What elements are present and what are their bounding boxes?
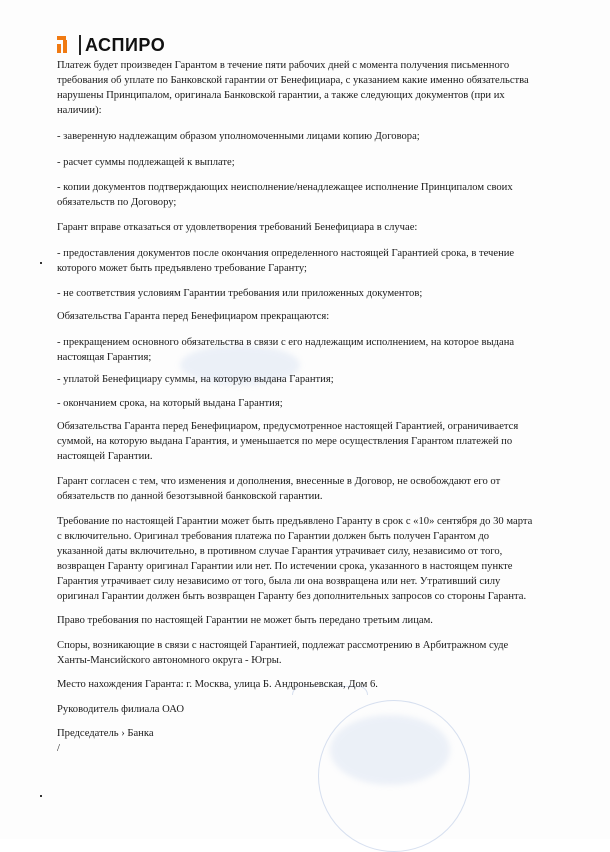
scan-speck <box>40 795 42 797</box>
paragraph-line: суммой, на которую выдана Гарантия, и уменьшается по мере осуществления Гарантом платежей по <box>57 436 513 447</box>
paragraph-line: Обязательства Гаранта перед Бенефициаром прекращаются: <box>57 311 330 322</box>
paragraph-line: указанной даты включительно, в противном случае Гарантия утрачивает силу, независимо от того, <box>57 546 503 557</box>
guarantor-address: Место нахождения Гаранта: г. Москва, улица Б. Андроньевская, Дом 6. <box>57 679 378 690</box>
paragraph-line: Ханты-Мансийского автономного округа - Югры. <box>57 655 282 666</box>
list-item: настоящая Гарантия; <box>57 352 152 363</box>
paragraph-line: обязательств по данной безотзывной банковской гарантии. <box>57 491 323 502</box>
list-item: - не соответствия условиям Гарантии требования или приложенных документов; <box>57 288 423 299</box>
list-item: - заверенную надлежащим образом уполномоченными лицами копию Договора; <box>57 131 420 142</box>
paragraph-line: Гарантия утрачивает силу независимо от того, была ли она возвращена или нет. Утративший силу <box>57 576 501 587</box>
paragraph-line: с включительно. Оригинал требования платежа по Гарантии должен быть получен Гарантом до <box>57 531 490 542</box>
paragraph-line: требования об уплате по Банковской гарантии от Бенефициара, с указанием какие именно обязательства <box>57 75 529 86</box>
company-logo <box>57 33 165 57</box>
list-item: которого может быть предъявлено требование Гаранту; <box>57 263 307 274</box>
scan-speck <box>40 262 42 264</box>
list-item: - копии документов подтверждающих неисполнение/ненадлежащее исполнение Принципалом своих <box>57 182 513 193</box>
paragraph-line: Требование по настоящей Гарантии может быть предъявлено Гаранту в срок с «10» сентября до 30 марта <box>57 516 533 527</box>
paragraph-line: наличии): <box>57 105 102 116</box>
list-item: - расчет суммы подлежащей к выплате; <box>57 157 235 168</box>
paragraph-line: Право требования по настоящей Гарантии не может быть передано третьим лицам. <box>57 615 433 626</box>
paragraph-line: Гарант согласен с тем, что изменения и дополнения, внесенные в Договор, не освобождают его от <box>57 476 501 487</box>
list-item: - уплатой Бенефициару суммы, на которую выдана Гарантия; <box>57 374 334 385</box>
list-item: - прекращением основного обязательства в связи с его надлежащим исполнением, на которое выдана <box>57 337 515 348</box>
signature-slash: / <box>57 743 60 754</box>
paragraph-line: возвращен Гаранту оригинал Гарантии или нет. По истечении срока, указанного в настоящем пункте <box>57 561 513 572</box>
paragraph-line: оригинал Гарантии должен быть возвращен Гаранту без дополнительных запросов со стороны Гаранта. <box>57 591 527 602</box>
paragraph-line: нарушены Принципалом, оригинала Банковской гарантии, а также следующих документов (при их <box>57 90 505 101</box>
paragraph-line: Гарант вправе отказаться от удовлетворения требований Бенефициара в случае: <box>57 222 418 233</box>
list-item: - предоставления документов после окончания определенного настоящей Гарантией срока, в течение <box>57 248 515 259</box>
logo-text: АСПИРО <box>85 34 166 55</box>
signatory-title: Председатель › Банка <box>57 728 154 739</box>
list-item: - окончанием срока, на который выдана Гарантия; <box>57 398 283 409</box>
aspiro-logo-icon <box>57 36 75 54</box>
list-item: обязательств по Договору; <box>57 197 177 208</box>
paragraph-line: настоящей Гарантии. <box>57 451 153 462</box>
paragraph-line: Обязательства Гаранта перед Бенефициаром, предусмотренное настоящей Гарантией, ограничивается <box>57 421 519 432</box>
signatory-title: Руководитель филиала ОАО <box>57 704 184 715</box>
paragraph-line: Платеж будет произведен Гарантом в течение пяти рабочих дней с момента получения письменного <box>57 60 510 71</box>
paragraph-line: Споры, возникающие в связи с настоящей Гарантией, подлежат рассмотрению в Арбитражном суде <box>57 640 509 651</box>
